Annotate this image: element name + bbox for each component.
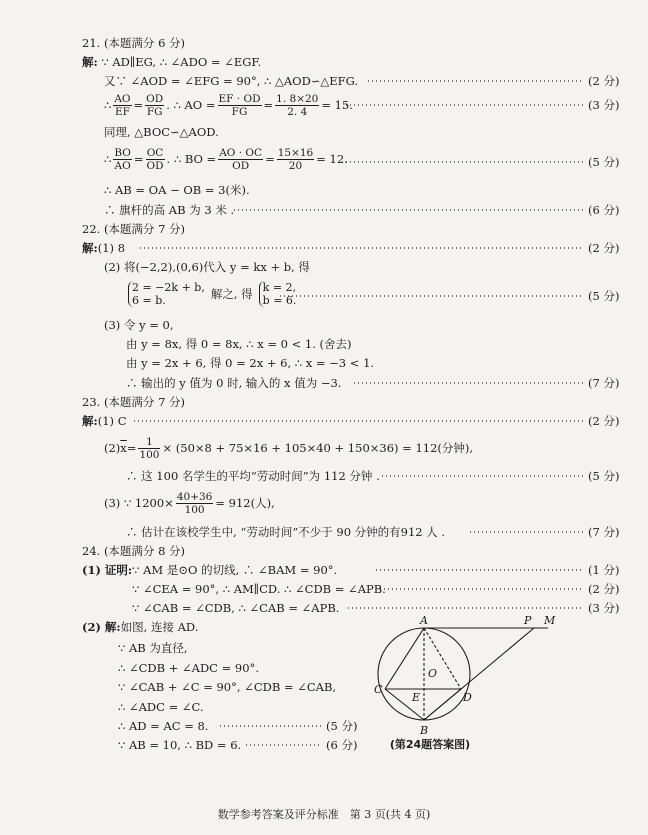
q24-line8: ∴ ∠ADC = ∠C. — [118, 700, 204, 714]
segment-ac — [385, 628, 424, 689]
solution-label: 解: — [82, 414, 98, 428]
equals: = — [133, 98, 144, 112]
q21-line2: 又∵ ∠AOD = ∠EFG = 90°, ∴ △AOD∽△EFG. — [104, 74, 359, 88]
q22-score-7: (7 分) — [588, 376, 620, 390]
q22-score-2: (2 分) — [588, 241, 620, 255]
q24-line7: ∵ ∠CAB + ∠C = 90°, ∠CDB = ∠CAB, — [118, 680, 337, 694]
q24-score-2: (2 分) — [588, 582, 620, 596]
label-a: A — [420, 614, 428, 627]
frac-num: 1. 8×20 — [276, 92, 319, 105]
frac-den: 2. 4 — [287, 105, 308, 118]
equals: = — [263, 98, 274, 112]
q21-line7: ∴ 旗杆的高 AB 为 3 米 . — [104, 203, 235, 217]
frac-den: EF — [114, 105, 130, 118]
q22-line4: 由 y = 8x, 得 0 = 8x, ∴ x = 0 < 1. (舍去) — [126, 337, 352, 351]
frac-den: FG — [231, 105, 248, 118]
q21-l5-end: = 12. — [316, 152, 348, 166]
q21-line1-text: ∵ AD∥EG, ∴ ∠ADO = ∠EGF. — [101, 55, 262, 69]
dot-leaders — [134, 81, 584, 745]
q23-l2-pre: (2) — [104, 441, 121, 455]
q21-header: 21. (本题满分 6 分) — [82, 36, 186, 50]
eq-2: 6 = b. — [132, 294, 166, 307]
q23-header: 23. (本题满分 7 分) — [82, 395, 186, 409]
q24-score-6: (6 分) — [326, 738, 358, 752]
solution-label: 解: — [82, 241, 98, 255]
q24-header: 24. (本题满分 8 分) — [82, 544, 186, 558]
q22-score-5: (5 分) — [588, 289, 620, 303]
q24-line2: ∵ ∠CEA = 90°, ∴ AM∥CD. ∴ ∠CDB = ∠APB. — [132, 582, 386, 596]
equals: = — [265, 152, 275, 166]
q24-line10: ∵ AB = 10, ∴ BD = 6. — [118, 738, 242, 752]
q23-line3: ∴ 这 100 名学生的平均“劳动时间”为 112 分钟 . — [126, 469, 380, 483]
q24-line1-text: ∵ AM 是⊙O 的切线, ∴ ∠BAM = 90°. — [132, 563, 338, 577]
q22-line6: ∴ 输出的 y 值为 0 时, 输入的 x 值为 −3. — [126, 376, 342, 390]
label-e: E — [412, 691, 421, 704]
proof-label: (1) 证明: — [82, 563, 133, 577]
q21-l5-pre: ∴ — [104, 152, 112, 166]
frac-num: OC — [146, 146, 164, 159]
q23-l4-pre: (3) ∵ 1200× — [104, 496, 174, 510]
page-footer: 数学参考答案及评分标准 第 3 页(共 4 页) — [217, 808, 431, 821]
q21-score-6: (6 分) — [588, 203, 620, 217]
q24-score-3: (3 分) — [588, 601, 620, 615]
q23-score-2: (2 分) — [588, 414, 620, 428]
equals: = — [133, 152, 144, 166]
q21-score-3: (3 分) — [588, 98, 620, 112]
frac-den: OD — [232, 159, 250, 172]
equals: = — [126, 441, 137, 455]
q24-line4-text: 如图, 连接 AD. — [120, 620, 199, 634]
label-m: M — [544, 614, 556, 627]
q22-line1-text: (1) 8 — [97, 241, 126, 255]
q23-score-7: (7 分) — [588, 525, 620, 539]
q24-line3: ∵ ∠CAB = ∠CDB, ∴ ∠CAB = ∠APB. — [132, 601, 340, 615]
frac-den: 100 — [184, 503, 205, 516]
frac-num: 40+36 — [176, 490, 213, 503]
sol-1: k = 2, — [262, 281, 297, 294]
frac-den: OD — [146, 159, 164, 172]
frac-num: OD — [146, 92, 164, 105]
q22-solve-text: 解之, 得 — [210, 287, 253, 301]
frac-den: 100 — [139, 448, 160, 461]
x-bar: $\overline{x}$ — [120, 441, 127, 455]
frac-num: AO — [114, 92, 131, 105]
frac-num: EF · OD — [218, 92, 261, 105]
label-c: C — [374, 683, 383, 696]
q21-score-5: (5 分) — [588, 155, 620, 169]
q23-line1-text: (1) C — [97, 414, 127, 428]
q24-line9: ∴ AD = AC = 8. — [118, 719, 209, 733]
solution-label: (2) 解: — [82, 620, 121, 634]
q21-line6: ∴ AB = OA − OB = 3(米). — [104, 183, 250, 197]
label-p: P — [524, 614, 532, 627]
q23-score-5: (5 分) — [588, 469, 620, 483]
frac-den: 20 — [288, 159, 303, 172]
frac-num: AO · OC — [219, 146, 263, 159]
frac-den: FG — [146, 105, 163, 118]
frac-num: BO — [114, 146, 131, 159]
label-d: D — [463, 691, 472, 704]
q23-l2-end: × (50×8 + 75×16 + 105×40 + 150×36) = 112(分钟), — [162, 441, 474, 455]
label-b: B — [420, 724, 429, 737]
q23-line5: ∴ 估计在该校学生中, “劳动时间”不少于 90 分钟的有912 人 . — [126, 525, 446, 539]
sol-2: b = 6. — [262, 294, 297, 307]
q22-header: 22. (本题满分 7 分) — [82, 222, 186, 236]
frac-den: AO — [114, 159, 131, 172]
q21-score-2: (2 分) — [588, 74, 620, 88]
q22-line2: (2) 将(−2,2),(0,6)代入 y = kx + b, 得 — [104, 260, 310, 274]
q21-l3-end: = 15. — [321, 98, 353, 112]
q24-line5: ∵ AB 为直径, — [118, 641, 188, 655]
q21-l5-mid: . ∴ BO = — [166, 152, 217, 166]
q21-l3-pre: ∴ — [104, 98, 112, 112]
circle-figure — [378, 628, 548, 720]
frac-num: 15×16 — [277, 146, 314, 159]
label-o: O — [428, 667, 438, 680]
segment-db — [424, 689, 461, 720]
eq-1: 2 = −2k + b, — [132, 281, 205, 294]
q22-line3: (3) 令 y = 0, — [104, 318, 174, 332]
q24-line6: ∴ ∠CDB + ∠ADC = 90°. — [118, 661, 259, 675]
q23-l4-end: = 912(人), — [215, 496, 275, 510]
q24-score-1: (1 分) — [588, 563, 620, 577]
q21-l3-mid: . ∴ AO = — [166, 98, 216, 112]
frac-num: 1 — [138, 436, 160, 449]
q22-line5: 由 y = 2x + 6, 得 0 = 2x + 6, ∴ x = −3 < 1. — [126, 356, 375, 370]
figure-caption: (第24题答案图) — [389, 738, 471, 751]
q24-score-5: (5 分) — [326, 719, 358, 733]
q21-line4: 同理, △BOC∽△AOD. — [104, 125, 219, 139]
solution-label: 解: — [82, 55, 98, 69]
